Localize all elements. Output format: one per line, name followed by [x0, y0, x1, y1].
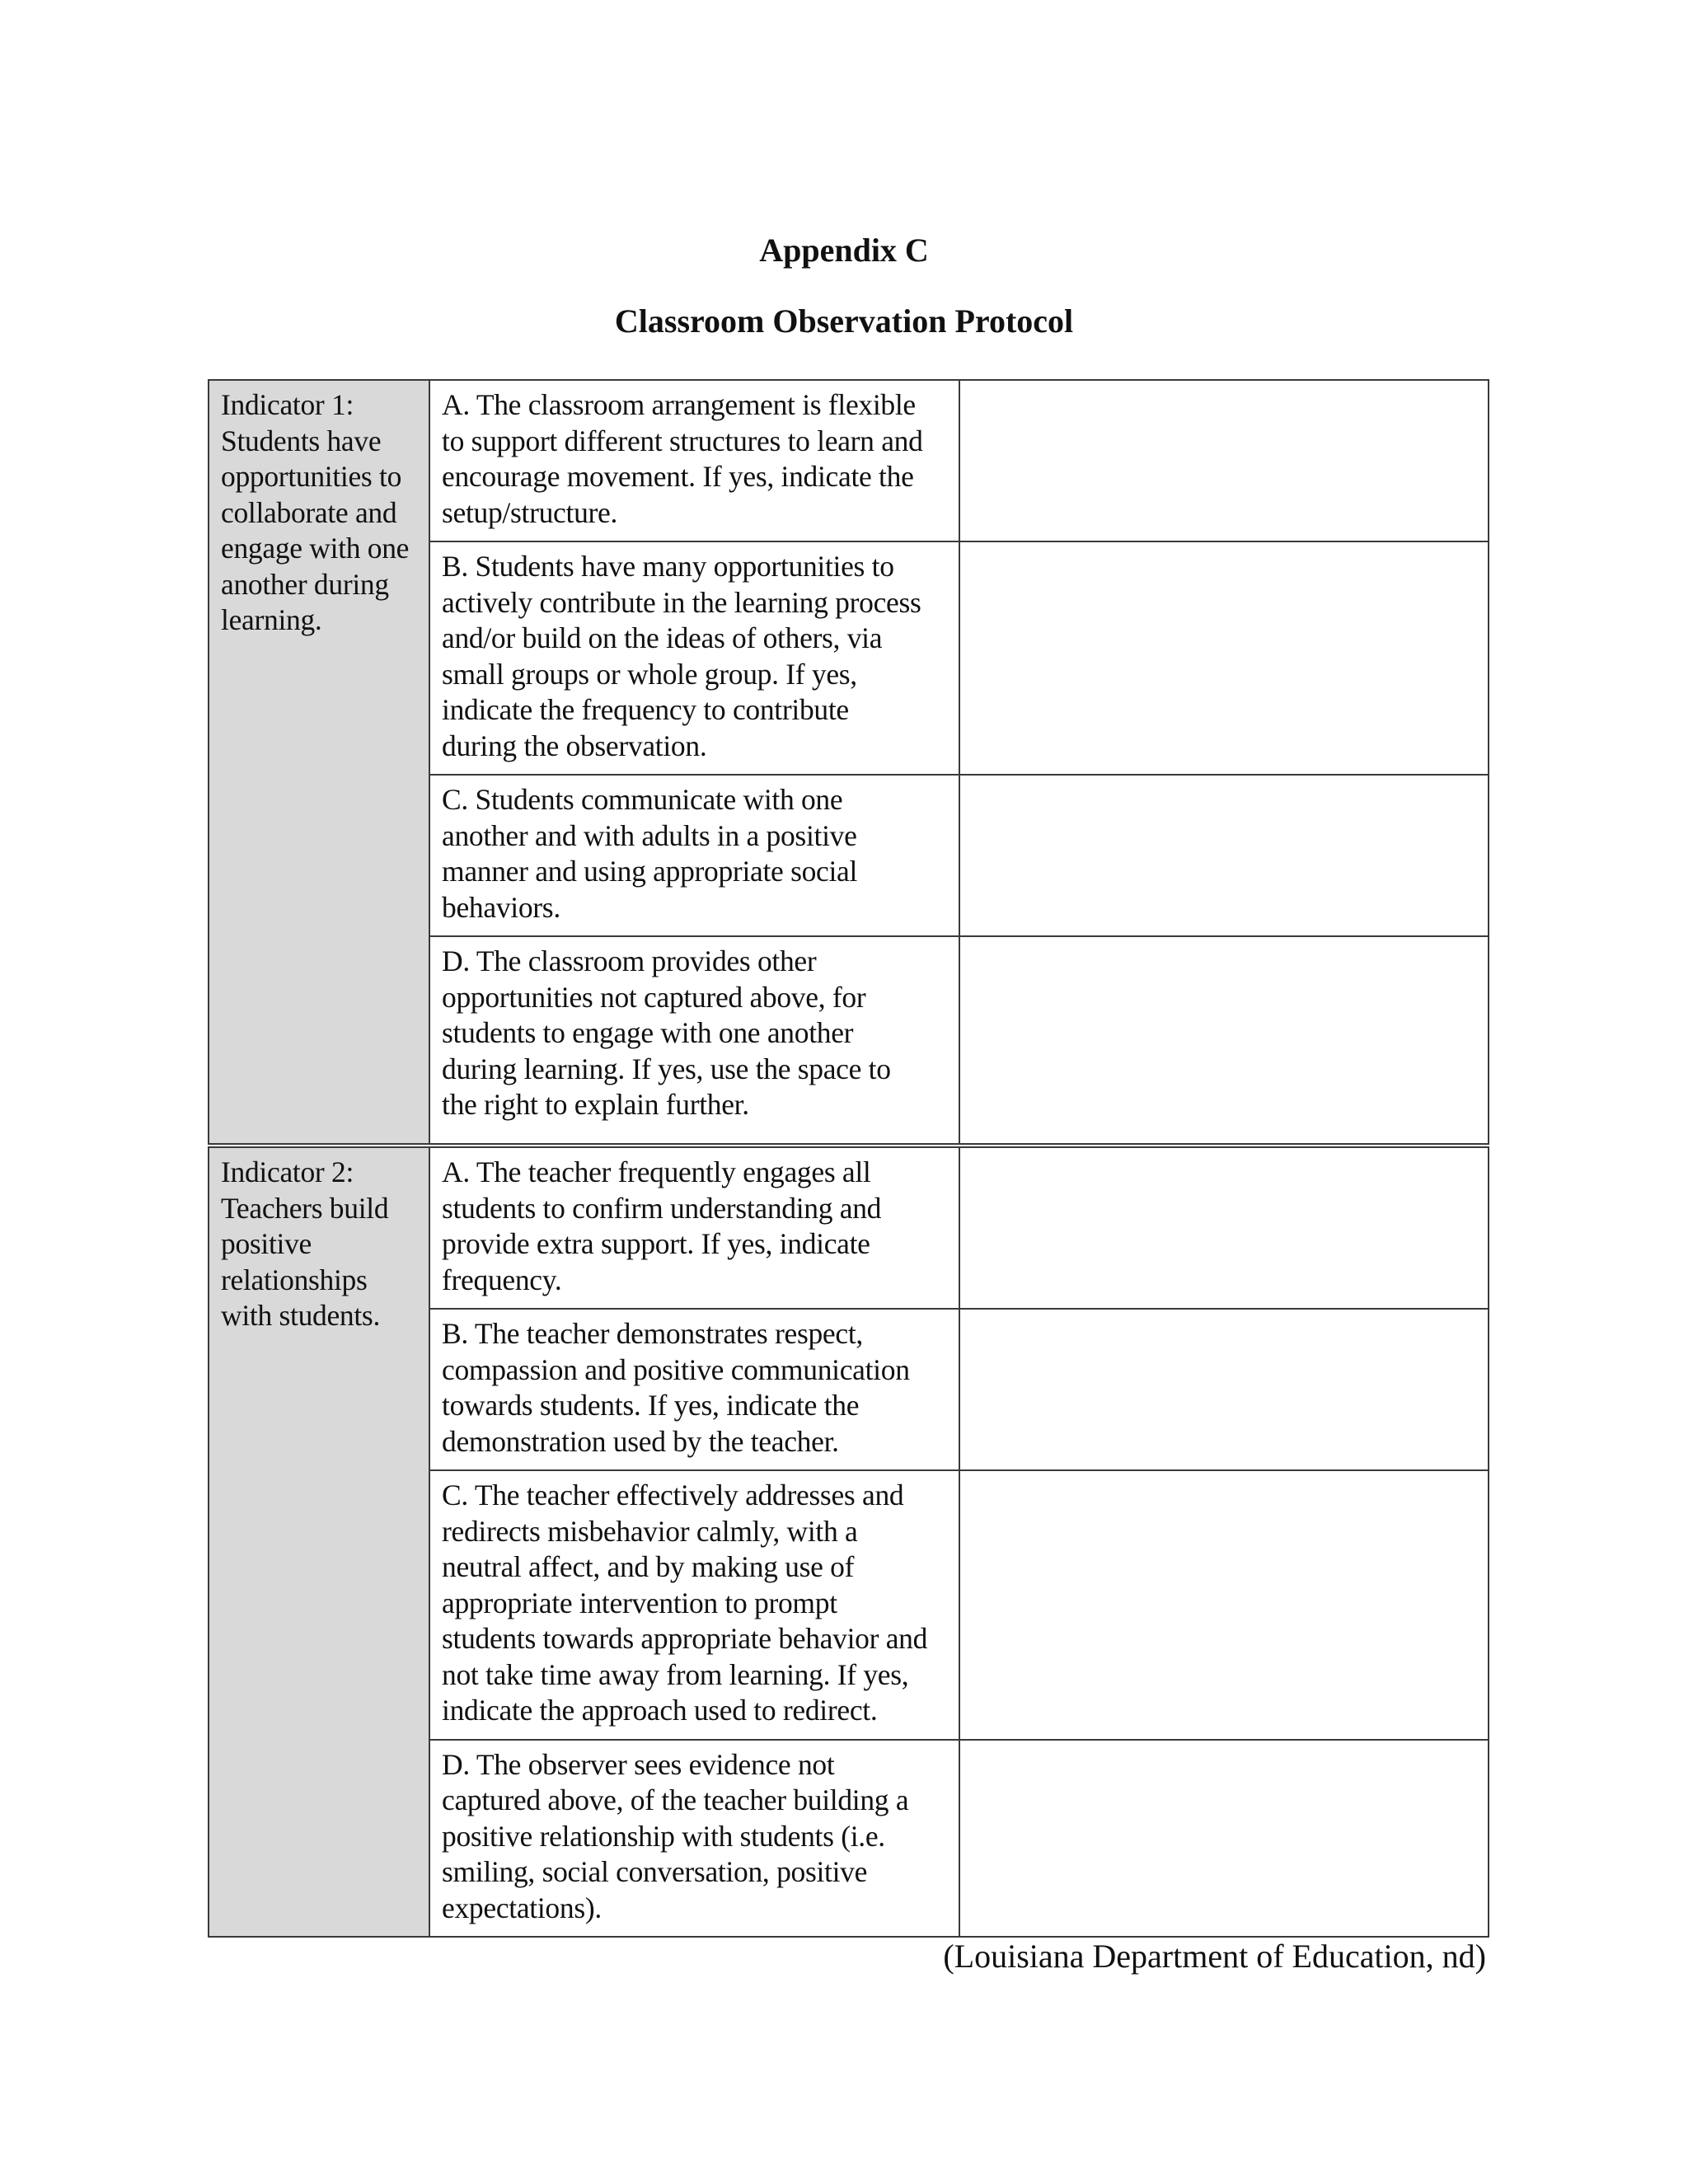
indicator-2-row-a: [209, 1147, 1489, 1309]
indicator-1-item-c: C. Students communicate with one another and with adults in a positive manner and using appropriate social behaviors.: [429, 775, 959, 936]
indicator-1-response-a[interactable]: [959, 380, 1489, 541]
indicator-2-response-c[interactable]: [959, 1470, 1489, 1740]
indicator-1-item-a: A. The classroom arrangement is flexible to support different structures to learn and encourage movement. If yes, indicate the setup/structure.: [429, 380, 959, 541]
indicator-1-response-b[interactable]: [959, 541, 1489, 775]
indicator-1-item-d: D. The classroom provides other opportunities not captured above, for students to engage with one another during learning. If yes, use the space to the right to explain further.: [429, 936, 959, 1144]
indicator-1-label: Indicator 1: Students have opportunities to collaborate and engage with one another during learning.: [209, 380, 429, 1144]
appendix-title: Appendix C: [759, 232, 929, 269]
indicator-2-item-d: D. The observer sees evidence not captured above, of the teacher building a positive relationship with students (i.e. smiling, social conversation, positive expectations).: [429, 1740, 959, 1938]
indicator-1-response-c[interactable]: [959, 775, 1489, 936]
indicator-2-item-b: B. The teacher demonstrates respect, compassion and positive communication towards students. If yes, indicate the demonstration used by the teacher.: [429, 1309, 959, 1470]
indicator-1-item-b: B. Students have many opportunities to actively contribute in the learning process and/or build on the ideas of others, via small groups or whole group. If yes, indicate the frequency to contribute during the observation.: [429, 541, 959, 775]
indicator-1-row-a: [209, 380, 1489, 541]
indicator-2-item-c: C. The teacher effectively addresses and redirects misbehavior calmly, with a neutral affect, and by making use of appropriate intervention to prompt students towards appropriate behavior and not take time away from learning. If yes, indicate the approach used to redirect.: [429, 1470, 959, 1740]
indicator-2-table: [208, 1146, 1489, 1938]
indicator-1-response-d[interactable]: [959, 936, 1489, 1144]
indicator-2-response-d[interactable]: [959, 1740, 1489, 1938]
indicator-2-response-b[interactable]: [959, 1309, 1489, 1470]
indicator-2-item-a: A. The teacher frequently engages all students to confirm understanding and provide extra support. If yes, indicate frequency.: [429, 1147, 959, 1309]
citation: (Louisiana Department of Education, nd): [943, 1938, 1486, 1975]
indicator-2-response-a[interactable]: [959, 1147, 1489, 1309]
indicator-1-table: [208, 379, 1489, 1145]
indicator-2-label: Indicator 2: Teachers build positive relationships with students.: [209, 1147, 429, 1937]
protocol-title: Classroom Observation Protocol: [614, 302, 1074, 340]
